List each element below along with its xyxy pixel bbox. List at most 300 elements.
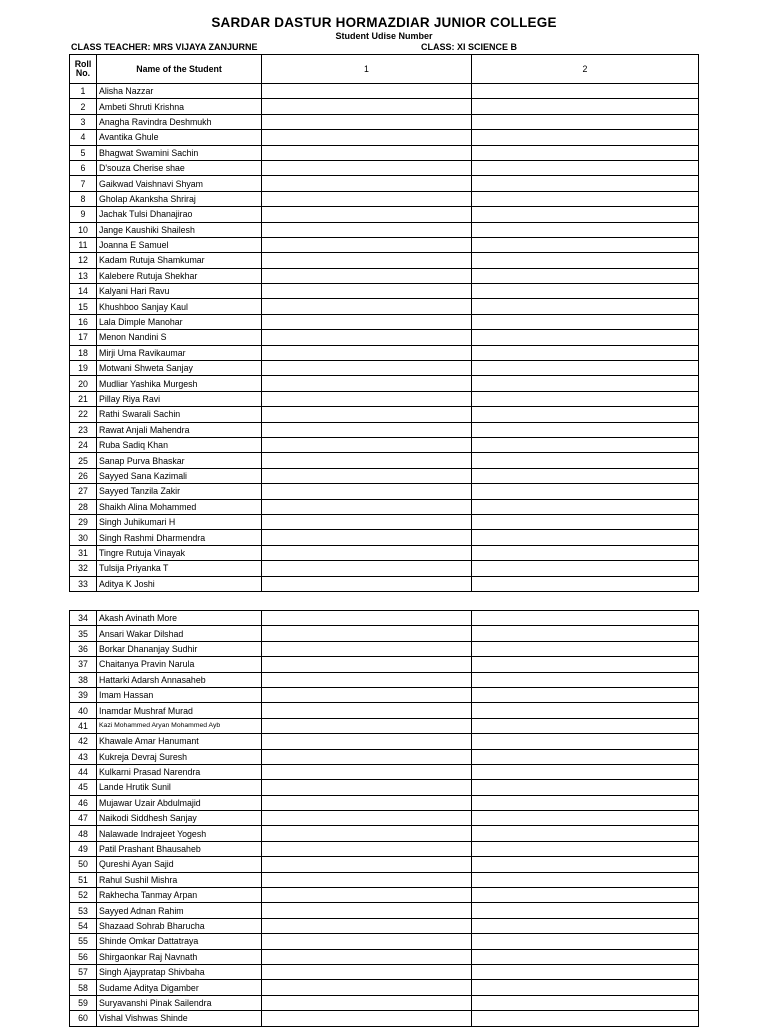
document-subtitle: Student Udise Number (335, 31, 433, 41)
column-1-cell[interactable] (262, 611, 472, 626)
table-row (70, 995, 699, 1010)
column-2-cell[interactable] (472, 749, 699, 764)
table-row (70, 268, 699, 283)
column-1-cell[interactable] (262, 268, 472, 283)
student-name-header: Name of the Student (97, 55, 262, 84)
column-2-cell[interactable] (472, 499, 699, 514)
table-row (70, 407, 699, 422)
column-2-cell[interactable] (472, 437, 699, 452)
student-name-cell: Imam Hassan (97, 687, 262, 702)
student-name-cell: Rawat Anjali Mahendra (97, 422, 262, 437)
table-row (70, 530, 699, 545)
table-row (70, 545, 699, 560)
student-name-cell: Gholap Akanksha Shriraj (97, 191, 262, 206)
student-name-cell: Kalyani Hari Ravu (97, 284, 262, 299)
column-1-cell[interactable] (262, 641, 472, 656)
roll-number-cell: 60 (70, 1011, 97, 1026)
table-row (70, 284, 699, 299)
roll-number-cell: 38 (70, 672, 97, 687)
table-row (70, 160, 699, 175)
column-1-cell[interactable] (262, 764, 472, 779)
column-2-cell[interactable] (472, 872, 699, 887)
student-name-cell: Sayyed Sana Kazimali (97, 468, 262, 483)
column-1-cell[interactable] (262, 949, 472, 964)
roll-number-cell: 5 (70, 145, 97, 160)
column-2-cell[interactable] (472, 345, 699, 360)
student-name-cell: Khushboo Sanjay Kaul (97, 299, 262, 314)
column-2-cell[interactable] (472, 934, 699, 949)
column-2-cell[interactable] (472, 299, 699, 314)
column-1-cell[interactable] (262, 145, 472, 160)
column-1-cell[interactable] (262, 299, 472, 314)
roll-number-cell: 33 (70, 576, 97, 591)
table-row (70, 361, 699, 376)
class-teacher-label: CLASS TEACHER: MRS VIJAYA ZANJURNE (71, 42, 258, 52)
table-row (70, 468, 699, 483)
column-1-cell[interactable] (262, 191, 472, 206)
column-2-cell[interactable] (472, 514, 699, 529)
roll-number-cell: 17 (70, 330, 97, 345)
student-name-cell: Aditya K Joshi (97, 576, 262, 591)
roll-number-cell: 21 (70, 391, 97, 406)
student-name-cell: Ruba Sadiq Khan (97, 437, 262, 452)
student-table-continued-body (70, 611, 699, 1027)
roll-number-cell: 13 (70, 268, 97, 283)
table-row (70, 949, 699, 964)
roll-number-cell: 27 (70, 484, 97, 499)
table-row (70, 780, 699, 795)
table-row (70, 764, 699, 779)
student-name-cell: Shaikh Alina Mohammed (97, 499, 262, 514)
student-table-body (70, 84, 699, 592)
column-2-cell[interactable] (472, 811, 699, 826)
table-row (70, 641, 699, 656)
column-1-cell[interactable] (262, 995, 472, 1010)
roll-number-cell: 24 (70, 437, 97, 452)
roll-number-cell: 46 (70, 795, 97, 810)
roll-number-cell: 59 (70, 995, 97, 1010)
student-name-cell: Chaitanya Pravin Narula (97, 657, 262, 672)
table-row (70, 299, 699, 314)
table-row (70, 687, 699, 702)
column-1-cell[interactable] (262, 391, 472, 406)
column-1-cell[interactable] (262, 468, 472, 483)
roll-number-cell: 15 (70, 299, 97, 314)
student-name-cell: Kazi Mohammed Aryan Mohammed Ayb (97, 718, 262, 733)
roll-number-cell: 11 (70, 237, 97, 252)
student-name-cell: Sayyed Tanzila Zakir (97, 484, 262, 499)
table-row (70, 453, 699, 468)
column-2-cell[interactable] (472, 641, 699, 656)
student-name-cell: Rakhecha Tanmay Arpan (97, 888, 262, 903)
student-name-cell: Suryavanshi Pinak Sailendra (97, 995, 262, 1010)
table-row (70, 207, 699, 222)
table-row (70, 437, 699, 452)
table-row (70, 749, 699, 764)
column-2-cell[interactable] (472, 995, 699, 1010)
column-1-cell[interactable] (262, 918, 472, 933)
table-row (70, 934, 699, 949)
table-row (70, 130, 699, 145)
column-1-cell[interactable] (262, 576, 472, 591)
roll-number-cell: 41 (70, 718, 97, 733)
column-2-cell[interactable] (472, 422, 699, 437)
column-1-cell[interactable] (262, 345, 472, 360)
student-name-cell: Sayyed Adnan Rahim (97, 903, 262, 918)
column-2-cell[interactable] (472, 330, 699, 345)
column-1-cell[interactable] (262, 561, 472, 576)
roll-number-cell: 30 (70, 530, 97, 545)
column-1-cell[interactable] (262, 841, 472, 856)
student-name-cell: Ansari Wakar Dilshad (97, 626, 262, 641)
column-2-cell[interactable] (472, 545, 699, 560)
table-row (70, 734, 699, 749)
column-2-cell[interactable] (472, 391, 699, 406)
column-1-cell[interactable] (262, 314, 472, 329)
student-name-cell: Ambeti Shruti Krishna (97, 99, 262, 114)
column-1-cell[interactable] (262, 626, 472, 641)
student-name-cell: Kulkarni Prasad Narendra (97, 764, 262, 779)
roll-number-cell: 49 (70, 841, 97, 856)
student-name-cell: Jachak Tulsi Dhanajirao (97, 207, 262, 222)
column-1-cell[interactable] (262, 980, 472, 995)
column-2-cell[interactable] (472, 703, 699, 718)
roll-number-cell: 25 (70, 453, 97, 468)
student-name-cell: Shinde Omkar Dattatraya (97, 934, 262, 949)
column-1-cell[interactable] (262, 857, 472, 872)
column-2-cell[interactable] (472, 468, 699, 483)
column-1-cell[interactable] (262, 222, 472, 237)
table-row (70, 330, 699, 345)
column-1-cell[interactable] (262, 703, 472, 718)
roll-number-cell: 39 (70, 687, 97, 702)
roll-number-cell: 43 (70, 749, 97, 764)
roll-number-cell: 36 (70, 641, 97, 656)
column-2-cell[interactable] (472, 361, 699, 376)
column-2-cell[interactable] (472, 826, 699, 841)
student-name-cell: Tingre Rutuja Vinayak (97, 545, 262, 560)
table-row (70, 222, 699, 237)
student-name-cell: Akash Avinath More (97, 611, 262, 626)
roll-number-cell: 3 (70, 114, 97, 129)
roll-number-cell: 58 (70, 980, 97, 995)
column-1-cell[interactable] (262, 130, 472, 145)
roll-number-cell: 53 (70, 903, 97, 918)
column-1-cell[interactable] (262, 826, 472, 841)
student-table-continued (69, 610, 699, 1027)
column-1-cell[interactable] (262, 407, 472, 422)
column-2-cell[interactable] (472, 964, 699, 979)
student-table (69, 54, 699, 592)
student-name-cell: Qureshi Ayan Sajid (97, 857, 262, 872)
roll-number-cell: 48 (70, 826, 97, 841)
student-name-cell: Borkar Dhananjay Sudhir (97, 641, 262, 656)
roll-number-cell: 31 (70, 545, 97, 560)
column-1-cell[interactable] (262, 484, 472, 499)
student-name-cell: Jange Kaushiki Shailesh (97, 222, 262, 237)
column-2-cell[interactable] (472, 576, 699, 591)
table-row (70, 672, 699, 687)
student-name-cell: Mujawar Uzair Abdulmajid (97, 795, 262, 810)
student-name-cell: Nalawade Indrajeet Yogesh (97, 826, 262, 841)
table-row (70, 903, 699, 918)
column-2-cell[interactable] (472, 657, 699, 672)
table-row (70, 576, 699, 591)
column-2-cell[interactable] (472, 222, 699, 237)
column-2-cell[interactable] (472, 253, 699, 268)
column-2-cell[interactable] (472, 160, 699, 175)
table-row (70, 176, 699, 191)
roll-number-cell: 23 (70, 422, 97, 437)
table-row (70, 795, 699, 810)
table-row (70, 703, 699, 718)
student-name-cell: Shazaad Sohrab Bharucha (97, 918, 262, 933)
column-1-cell[interactable] (262, 888, 472, 903)
table-row (70, 391, 699, 406)
college-title: SARDAR DASTUR HORMAZDIAR JUNIOR COLLEGE (211, 15, 557, 30)
column-1-cell[interactable] (262, 657, 472, 672)
roll-number-cell: 54 (70, 918, 97, 933)
student-name-cell: Singh Ajaypratap Shivbaha (97, 964, 262, 979)
student-name-cell: Alisha Nazzar (97, 84, 262, 99)
roll-number-cell: 35 (70, 626, 97, 641)
column-2-cell[interactable] (472, 407, 699, 422)
column-2-cell[interactable] (472, 237, 699, 252)
column-2-cell[interactable] (472, 841, 699, 856)
table-row (70, 561, 699, 576)
column-2-cell[interactable] (472, 114, 699, 129)
table-row (70, 484, 699, 499)
roll-number-cell: 8 (70, 191, 97, 206)
column-1-cell[interactable] (262, 718, 472, 733)
roll-number-cell: 56 (70, 949, 97, 964)
student-name-cell: Menon Nandini S (97, 330, 262, 345)
student-name-cell: Gaikwad Vaishnavi Shyam (97, 176, 262, 191)
roll-number-cell: 34 (70, 611, 97, 626)
column-2-cell[interactable] (472, 191, 699, 206)
column-2-header: 2 (472, 55, 699, 84)
column-2-cell[interactable] (472, 376, 699, 391)
table-row (70, 918, 699, 933)
table-row (70, 253, 699, 268)
student-name-cell: Rathi Swarali Sachin (97, 407, 262, 422)
student-name-cell: Lande Hrutik Sunil (97, 780, 262, 795)
student-name-cell: Motwani Shweta Sanjay (97, 361, 262, 376)
column-2-cell[interactable] (472, 207, 699, 222)
table-row (70, 345, 699, 360)
column-1-cell[interactable] (262, 361, 472, 376)
roll-number-cell: 57 (70, 964, 97, 979)
column-2-cell[interactable] (472, 780, 699, 795)
column-1-cell[interactable] (262, 964, 472, 979)
roll-number-cell: 44 (70, 764, 97, 779)
student-name-cell: Mirji Uma Ravikaumar (97, 345, 262, 360)
column-1-cell[interactable] (262, 99, 472, 114)
column-2-cell[interactable] (472, 453, 699, 468)
column-1-cell[interactable] (262, 795, 472, 810)
student-name-cell: Joanna E Samuel (97, 237, 262, 252)
roll-number-cell: 4 (70, 130, 97, 145)
column-1-cell[interactable] (262, 749, 472, 764)
table-row (70, 841, 699, 856)
column-1-cell[interactable] (262, 84, 472, 99)
roll-no-header: Roll No. (70, 55, 97, 84)
roll-number-cell: 6 (70, 160, 97, 175)
column-1-cell[interactable] (262, 237, 472, 252)
roll-number-cell: 52 (70, 888, 97, 903)
column-1-cell[interactable] (262, 437, 472, 452)
column-2-cell[interactable] (472, 84, 699, 99)
column-1-cell[interactable] (262, 253, 472, 268)
student-name-cell: Naikodi Siddhesh Sanjay (97, 811, 262, 826)
student-name-cell: Sanap Purva Bhaskar (97, 453, 262, 468)
column-2-cell[interactable] (472, 857, 699, 872)
table-row (70, 237, 699, 252)
column-2-cell[interactable] (472, 99, 699, 114)
column-2-cell[interactable] (472, 764, 699, 779)
table-row (70, 657, 699, 672)
table-row (70, 826, 699, 841)
table-row (70, 888, 699, 903)
column-1-cell[interactable] (262, 207, 472, 222)
table-row (70, 376, 699, 391)
column-1-cell[interactable] (262, 514, 472, 529)
column-2-cell[interactable] (472, 718, 699, 733)
column-1-cell[interactable] (262, 687, 472, 702)
roll-number-cell: 50 (70, 857, 97, 872)
roll-number-cell: 14 (70, 284, 97, 299)
column-1-cell[interactable] (262, 903, 472, 918)
column-1-cell[interactable] (262, 499, 472, 514)
table-row (70, 314, 699, 329)
roll-number-cell: 32 (70, 561, 97, 576)
column-1-cell[interactable] (262, 734, 472, 749)
column-2-cell[interactable] (472, 284, 699, 299)
column-1-cell[interactable] (262, 422, 472, 437)
column-1-cell[interactable] (262, 672, 472, 687)
roll-number-cell: 19 (70, 361, 97, 376)
column-1-cell[interactable] (262, 376, 472, 391)
column-1-cell[interactable] (262, 545, 472, 560)
student-name-cell: Singh Rashmi Dharmendra (97, 530, 262, 545)
roll-number-cell: 1 (70, 84, 97, 99)
roll-number-cell: 7 (70, 176, 97, 191)
column-2-cell[interactable] (472, 145, 699, 160)
student-name-cell: Patil Prashant Bhausaheb (97, 841, 262, 856)
roll-number-cell: 26 (70, 468, 97, 483)
roll-number-cell: 29 (70, 514, 97, 529)
roll-number-cell: 45 (70, 780, 97, 795)
student-name-cell: Kadam Rutuja Shamkumar (97, 253, 262, 268)
roll-number-cell: 40 (70, 703, 97, 718)
student-name-cell: Rahul Sushil Mishra (97, 872, 262, 887)
roll-number-cell: 18 (70, 345, 97, 360)
table-row (70, 514, 699, 529)
table-row (70, 811, 699, 826)
roll-number-cell: 51 (70, 872, 97, 887)
column-2-cell[interactable] (472, 130, 699, 145)
table-row (70, 145, 699, 160)
column-2-cell[interactable] (472, 561, 699, 576)
roll-number-cell: 28 (70, 499, 97, 514)
column-2-cell[interactable] (472, 672, 699, 687)
column-2-cell[interactable] (472, 888, 699, 903)
roll-number-cell: 20 (70, 376, 97, 391)
student-name-cell: Pillay Riya Ravi (97, 391, 262, 406)
table-row (70, 611, 699, 626)
table-row (70, 718, 699, 733)
table-header-row (70, 55, 699, 84)
class-label: CLASS: XI SCIENCE B (421, 42, 518, 52)
student-name-cell: Khawale Amar Hanumant (97, 734, 262, 749)
roll-number-cell: 22 (70, 407, 97, 422)
student-name-cell: Hattarki Adarsh Annasaheb (97, 672, 262, 687)
roll-number-cell: 10 (70, 222, 97, 237)
table-row (70, 626, 699, 641)
column-1-cell[interactable] (262, 114, 472, 129)
table-row (70, 191, 699, 206)
student-name-cell: Inamdar Mushraf Murad (97, 703, 262, 718)
student-name-cell: Avantika Ghule (97, 130, 262, 145)
column-2-cell[interactable] (472, 176, 699, 191)
student-name-cell: Lala Dimple Manohar (97, 314, 262, 329)
column-1-cell[interactable] (262, 530, 472, 545)
student-name-cell: Bhagwat Swamini Sachin (97, 145, 262, 160)
roll-number-cell: 2 (70, 99, 97, 114)
student-name-cell: Vishal Vishwas Shinde (97, 1011, 262, 1026)
column-1-cell[interactable] (262, 330, 472, 345)
column-2-cell[interactable] (472, 626, 699, 641)
column-2-cell[interactable] (472, 530, 699, 545)
column-1-cell[interactable] (262, 872, 472, 887)
table-row (70, 114, 699, 129)
column-2-cell[interactable] (472, 687, 699, 702)
column-2-cell[interactable] (472, 314, 699, 329)
column-1-cell[interactable] (262, 176, 472, 191)
student-name-cell: Mudliar Yashika Murgesh (97, 376, 262, 391)
column-2-cell[interactable] (472, 949, 699, 964)
column-1-cell[interactable] (262, 160, 472, 175)
student-name-cell: Tulsija Priyanka T (97, 561, 262, 576)
column-1-cell[interactable] (262, 284, 472, 299)
roll-number-cell: 16 (70, 314, 97, 329)
roll-number-cell: 9 (70, 207, 97, 222)
student-name-cell: D'souza Cherise shae (97, 160, 262, 175)
column-2-cell[interactable] (472, 795, 699, 810)
column-2-cell[interactable] (472, 268, 699, 283)
table-row (70, 422, 699, 437)
roll-number-cell: 55 (70, 934, 97, 949)
column-2-cell[interactable] (472, 980, 699, 995)
column-1-cell[interactable] (262, 934, 472, 949)
column-1-cell[interactable] (262, 780, 472, 795)
column-2-cell[interactable] (472, 903, 699, 918)
column-2-cell[interactable] (472, 611, 699, 626)
student-name-cell: Singh Juhikumari H (97, 514, 262, 529)
column-2-cell[interactable] (472, 918, 699, 933)
table-row (70, 872, 699, 887)
student-name-cell: Kukreja Devraj Suresh (97, 749, 262, 764)
student-name-cell: Shirgaonkar Raj Navnath (97, 949, 262, 964)
column-1-cell[interactable] (262, 453, 472, 468)
column-2-cell[interactable] (472, 734, 699, 749)
table-row (70, 84, 699, 99)
table-row (70, 857, 699, 872)
roll-number-cell: 12 (70, 253, 97, 268)
column-2-cell[interactable] (472, 484, 699, 499)
table-row (70, 980, 699, 995)
column-1-cell[interactable] (262, 811, 472, 826)
